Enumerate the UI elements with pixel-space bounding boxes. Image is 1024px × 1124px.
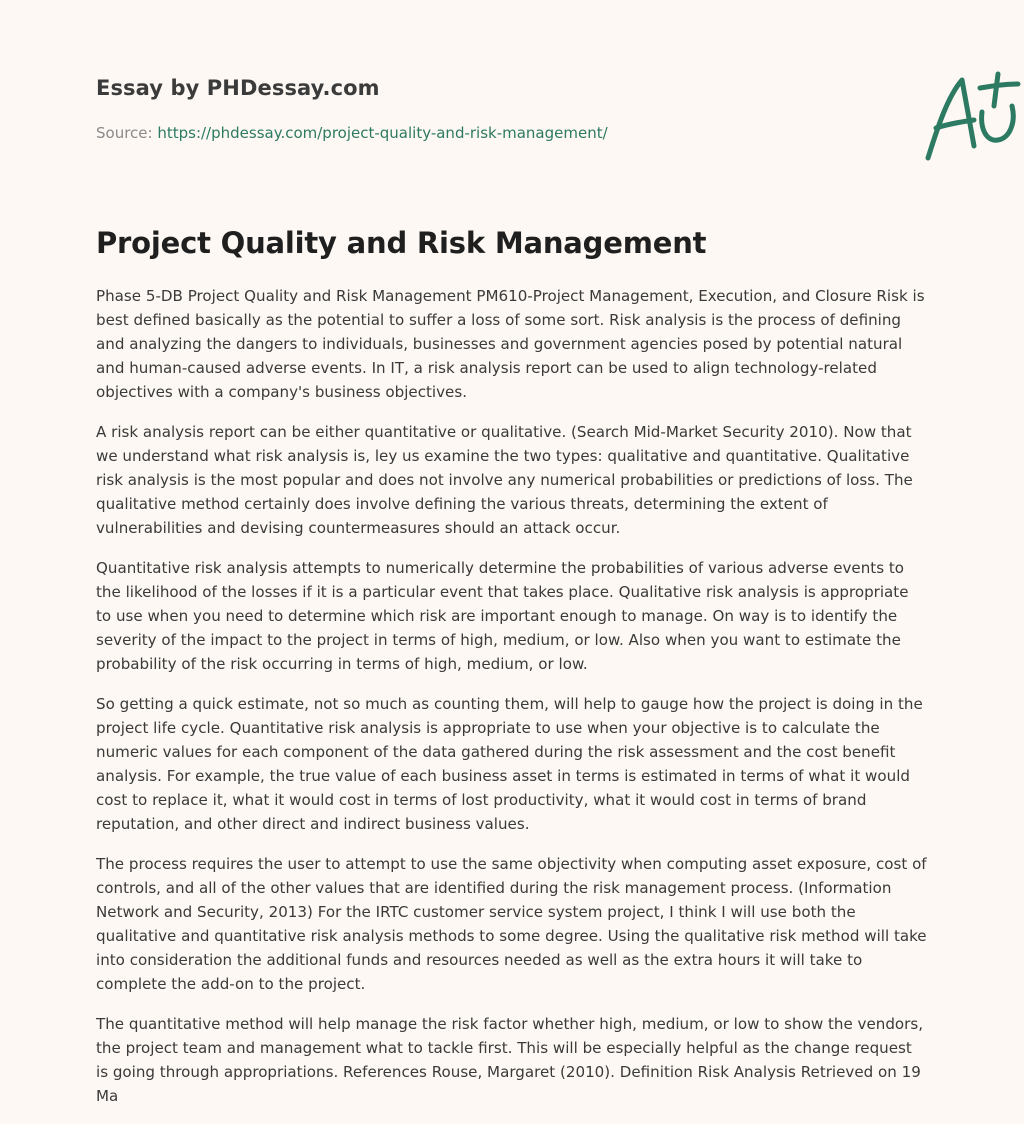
essay-title: Project Quality and Risk Management (96, 226, 707, 260)
essay-paragraph: The process requires the user to attempt to use the same objectivity when computing asset exposure, cost of controls, and all of the other values that are identified during the risk management process. (Information Network and Security, 2013) For the IRTC customer service system project, I think I will use both the qualitative and quantitative risk analysis methods to some degree. Using the qualitative risk method will take into consideration the additional funds and resources needed as well as the extra hours it will take to complete the add-on to the project. (96, 855, 927, 993)
a-plus-logo (916, 66, 1024, 166)
site-title: Essay by PHDessay.com (96, 76, 380, 100)
essay-paragraph: Phase 5-DB Project Quality and Risk Management PM610-Project Management, Execution, and Closure Risk is best defined basically as the potential to suffer a loss of some sort. Risk analysis is the process of defining and analyzing the dangers to individuals, businesses and government agencies posed by potential natural and human-caused adverse events. In IT, a risk analysis report can be used to align technology-related objectives with a company's business objectives. (96, 287, 925, 401)
source-link[interactable]: https://phdessay.com/project-quality-and-risk-management/ (157, 124, 608, 142)
essay-paragraph: A risk analysis report can be either quantitative or qualitative. (Search Mid-Market Security 2010). Now that we understand what risk analysis is, ley us examine the two types: qualitative and quantitative. Qualitative risk analysis is the most popular and does not involve any numerical probabilities or predictions of loss. The qualitative method certainly does involve defining the various threats, determining the extent of vulnerabilities and devising countermeasures should an attack occur. (96, 423, 913, 537)
essay-paragraph: The quantitative method will help manage the risk factor whether high, medium, or low to show the vendors, the project team and management what to tackle first. This will be especially helpful as the change request is going through appropriations. References Rouse, Margaret (2010). Definition Risk Analysis Retrieved on 19 Ma (96, 1015, 924, 1105)
essay-paragraph: So getting a quick estimate, not so much as counting them, will help to gauge how the project is doing in the project life cycle. Quantitative risk analysis is appropriate to use when your objective is to calculate the numeric values for each component of the data gathered during the risk assessment and the cost benefit analysis. For example, the true value of each business asset in terms is estimated in terms of what it would cost to replace it, what it would cost in terms of lost productivity, what it would cost in terms of brand reputation, and other direct and indirect business values. (96, 695, 923, 833)
essay-body (96, 284, 928, 1124)
source-line (96, 124, 608, 142)
essay-paragraph: Quantitative risk analysis attempts to numerically determine the probabilities of various adverse events to the likelihood of the losses if it is a particular event that takes place. Qualitative risk analysis is appropriate to use when you need to determine which risk are important enough to manage. On way is to identify the severity of the impact to the project in terms of high, medium, or low. Also when you want to estimate the probability of the risk occurring in terms of high, medium, or low. (96, 559, 909, 673)
source-label: Source: (96, 124, 158, 142)
